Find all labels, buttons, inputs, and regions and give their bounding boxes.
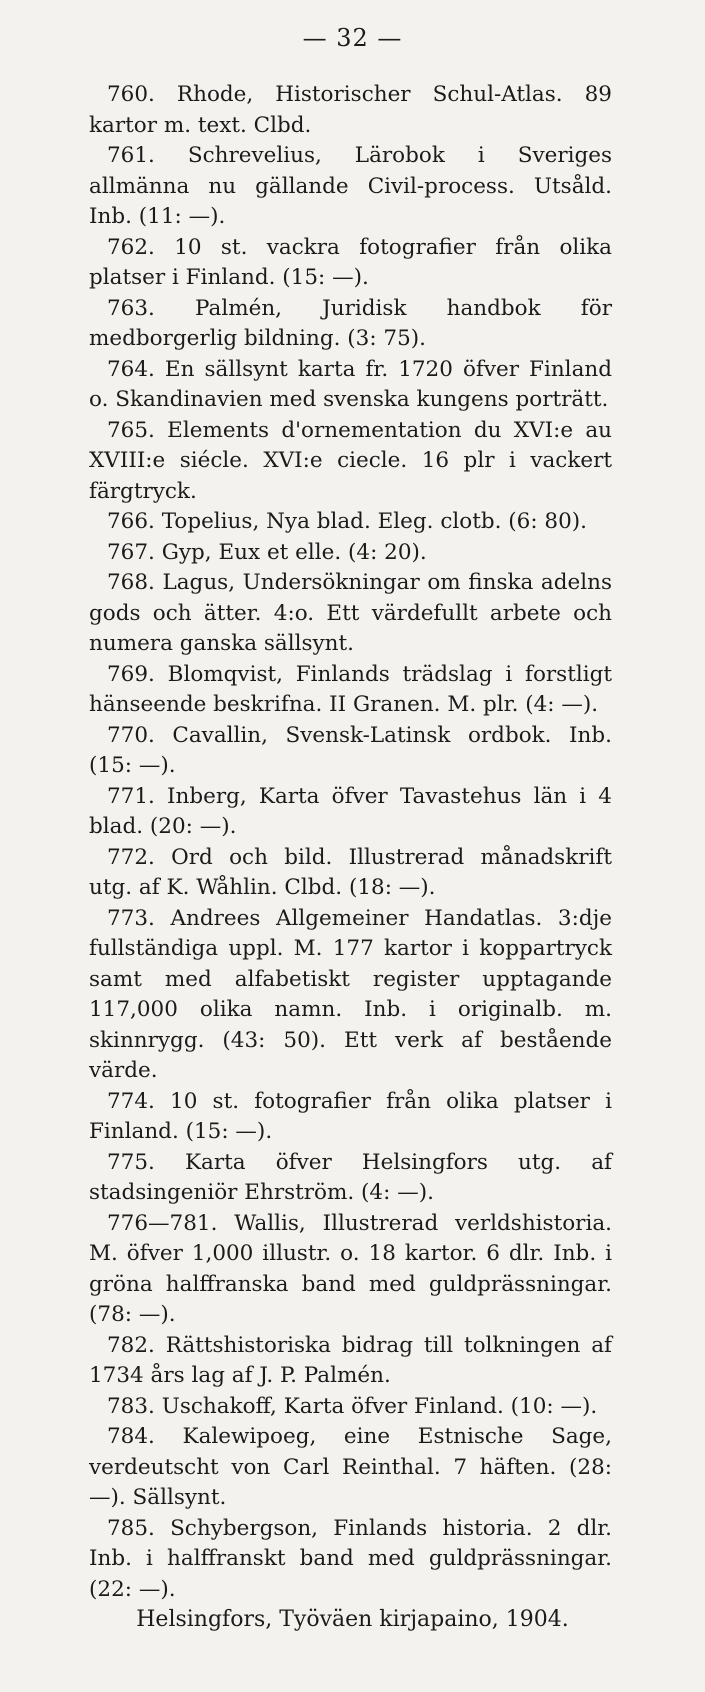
catalog-entry-770: 770. Cavallin, Svensk-Latinsk ordbok. Inb. (15: —). [89, 722, 612, 778]
catalog-entry-783: 783. Uschakoff, Karta öfver Finland. (10: —). [107, 1393, 598, 1419]
catalog-entry-776-781: 776—781. Wallis, Illustrerad verldshistoria. M. öfver 1,000 illustr. o. 18 kartor. 6 dlr. Inb. i gröna halffranska band med guldprässningar. (78: —). [89, 1210, 612, 1327]
catalog-entry-782: 782. Rättshistoriska bidrag till tolkningen af 1734 års lag af J. P. Palmén. [89, 1332, 612, 1388]
catalog-entry-774: 774. 10 st. fotografier från olika platser i Finland. (15: —). [89, 1088, 612, 1144]
catalog-entry-760: 760. Rhode, Historischer Schul-Atlas. 89 kartor m. text. Clbd. [89, 82, 612, 138]
catalog-entry-785: 785. Schybergson, Finlands historia. 2 dlr. Inb. i halffranskt band med guldprässningar. (22: —). [89, 1515, 612, 1602]
catalog-entry-773: 773. Andrees Allgemeiner Handatlas. 3:dje fullständiga uppl. M. 177 kartor i koppartryck samt med alfabetiskt register upptagande 117,000 olika namn. Inb. i originalb. m. skinnrygg. (43: 50). Ett verk af bestående värde. [89, 905, 612, 1083]
catalog-entry-763: 763. Palmén, Juridisk handbok för medborgerlig bildning. (3: 75). [89, 295, 612, 351]
catalog-entries [89, 80, 612, 1605]
page-number: — 32 — [302, 24, 403, 52]
catalog-entry-764: 764. En sällsynt karta fr. 1720 öfver Finland o. Skandinavien med svenska kungens porträtt. [89, 356, 612, 412]
printer-imprint: Helsingfors, Työväen kirjapaino, 1904. [136, 1607, 569, 1632]
catalog-entry-772: 772. Ord och bild. Illustrerad månadskrift utg. af K. Wåhlin. Clbd. (18: —). [89, 844, 612, 900]
catalog-entry-765: 765. Elements d'ornementation du XVI:e au XVIII:e siécle. XVI:e ciecle. 16 plr i vackert färgtryck. [89, 417, 612, 504]
catalog-entry-771: 771. Inberg, Karta öfver Tavastehus län i 4 blad. (20: —). [89, 783, 612, 839]
catalog-entry-784: 784. Kalewipoeg, eine Estnische Sage, verdeutscht von Carl Reinthal. 7 häften. (28: —). Sällsynt. [89, 1424, 612, 1510]
catalog-entry-762: 762. 10 st. vackra fotografier från olika platser i Finland. (15: —). [89, 234, 612, 290]
catalog-entry-775: 775. Karta öfver Helsingfors utg. af stadsingeniör Ehrström. (4: —). [89, 1149, 612, 1205]
catalog-entry-769: 769. Blomqvist, Finlands trädslag i forstligt hänseende beskrifna. II Granen. M. plr. (4: —). [89, 661, 612, 717]
catalog-entry-768: 768. Lagus, Undersökningar om finska adelns gods och ätter. 4:o. Ett värdefullt arbete och numera ganska sällsynt. [89, 570, 612, 656]
catalog-entry-767: 767. Gyp, Eux et elle. (4: 20). [107, 539, 427, 565]
catalog-entry-766: 766. Topelius, Nya blad. Eleg. clotb. (6: 80). [107, 509, 587, 534]
catalog-entry-761: 761. Schrevelius, Lärobok i Sveriges allmänna nu gällande Civil-process. Utsåld. Inb. (11: —). [89, 143, 612, 229]
